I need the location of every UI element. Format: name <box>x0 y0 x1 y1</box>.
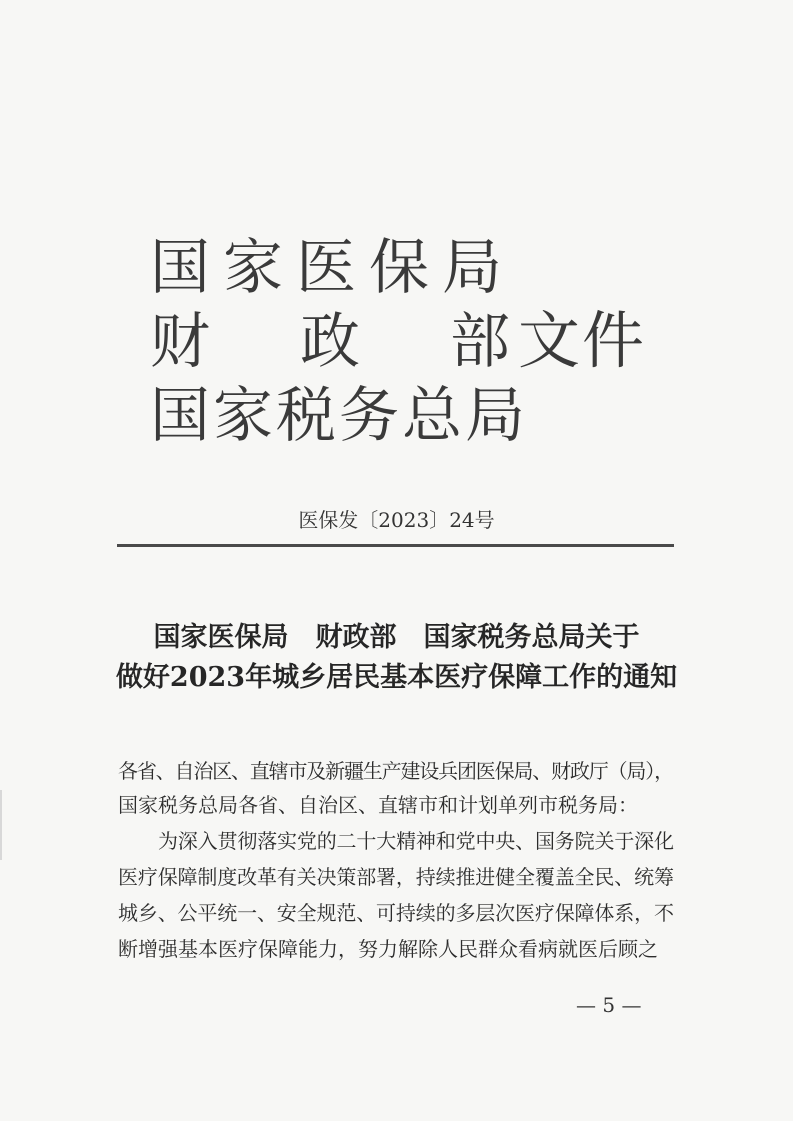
issuer-mof <box>150 307 510 377</box>
paragraph-line: 医疗保障制度改革有关决策部署，持续推进健全覆盖全民、统筹 <box>118 865 674 889</box>
document-title-line1: 国家医保局 财政部 国家税务总局关于 <box>153 622 640 653</box>
issuer-mof-char: 部 <box>450 307 510 377</box>
issuer-mof-char: 政 <box>300 307 360 377</box>
document-title-line2: 做好2023年城乡居民基本医疗保障工作的通知 <box>115 662 678 693</box>
paragraph-line: 城乡、公平统一、安全规范、可持续的多层次医疗保障体系，不 <box>118 901 674 925</box>
document-number: 医保发〔2023〕24号 <box>298 508 495 532</box>
addressee-line: 国家税务总局各省、自治区、直辖市和计划单列市税务局： <box>118 793 638 817</box>
issuer-mof-char: 财 <box>150 307 210 377</box>
issuer-nhsa: 国家医保局 <box>150 233 515 303</box>
header-divider <box>117 544 674 547</box>
issuer-sta: 国家税务总局 <box>150 381 528 451</box>
scan-edge-mark <box>0 790 2 860</box>
paragraph-line: 断增强基本医疗保障能力，努力解除人民群众看病就医后顾之 <box>118 937 658 961</box>
doc-type-suffix: 文件 <box>518 304 647 377</box>
paragraph-line: 为深入贯彻落实党的二十大精神和党中央、国务院关于深化 <box>158 829 674 853</box>
addressee-line: 各省、自治区、直辖市及新疆生产建设兵团医保局、财政厅（局）， <box>118 759 673 783</box>
page-number: — 5 — <box>576 993 642 1017</box>
